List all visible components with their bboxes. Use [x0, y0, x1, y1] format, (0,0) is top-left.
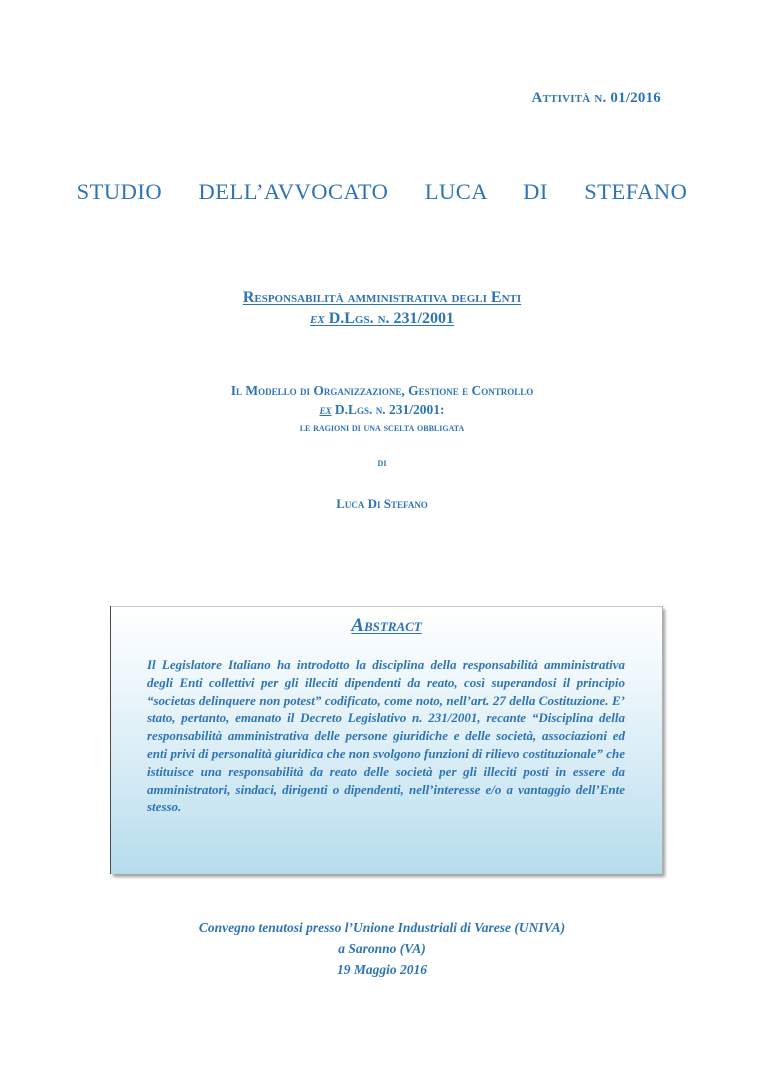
conference-line1: Convegno tenutosi presso l’Unione Industriali di Varese (UNIVA): [198, 920, 566, 935]
conference-info: [0, 917, 764, 980]
model-title-line1: Il Modello di Organizzazione, Gestione e Controllo: [230, 383, 534, 398]
byline-di: di: [377, 455, 387, 469]
author-name: Luca Di Stefano: [336, 496, 428, 511]
studio-name: STUDIO DELL’AVVOCATO LUCA DI STEFANO: [76, 179, 688, 204]
document-title: [0, 287, 764, 329]
model-title-line2: [0, 400, 764, 419]
model-title-line3: le ragioni di una scelta obbligata: [299, 422, 465, 434]
document-title-line2: [0, 308, 764, 329]
abstract-text: Il Legislatore Italiano ha introdotto la disciplina della responsabilità amministrativa degli Enti collettivi per gli illeciti dipendenti da reato, così superandosi il principio “societas delinquere non potest” codificato, come noto, nell’art. 27 della Costituzione. E’ stato, pertanto, emanato il Decreto Legislativo n. 231/2001, recante “Disciplina della responsabilità amministrativa delle persone giuridiche e delle società, associazioni ed enti privi di personalità giuridica che non svolgono funzioni di rilievo costituzionale” che istituisce una responsabilità da reato delle società per gli illeciti posti in essere da amministratori, sindaci, dirigenti o dipendenti, nell’interesse e/o a vantaggio dell’Ente stesso.: [147, 657, 625, 815]
activity-number: Attività n. 01/2016: [531, 90, 661, 106]
abstract-title: Abstract: [351, 615, 422, 636]
conference-line2: a Saronno (VA): [338, 941, 426, 956]
model-title-ex: ex: [319, 402, 332, 417]
model-title-decree: D.Lgs. n. 231/2001:: [331, 402, 445, 417]
model-title: [0, 381, 764, 438]
document-title-decree: D.Lgs. n. 231/2001: [324, 310, 454, 327]
document-title-ex: ex: [310, 310, 325, 327]
conference-date: 19 Maggio 2016: [336, 962, 427, 977]
document-title-line1: Responsabilità amministrativa degli Enti: [242, 289, 522, 306]
abstract-box: [110, 606, 662, 874]
